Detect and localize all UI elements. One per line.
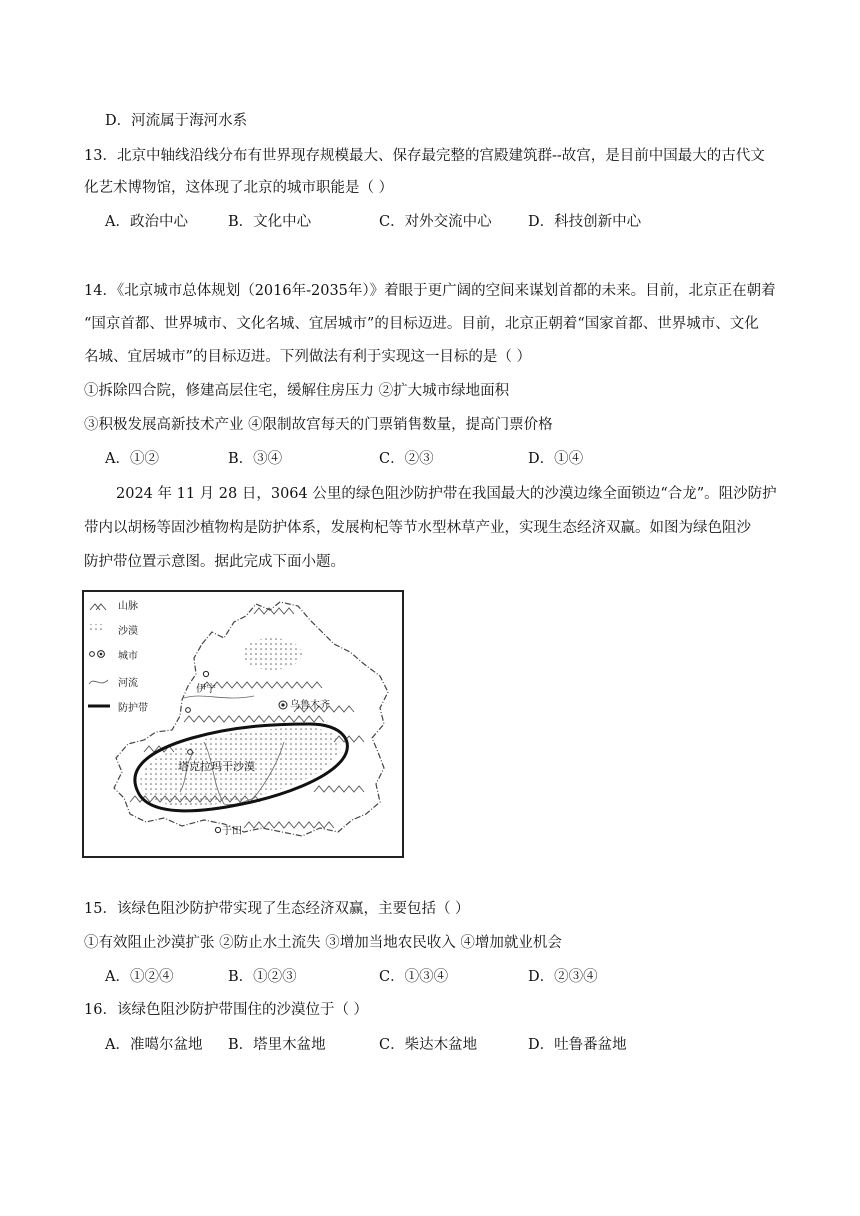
legend-belt-label: 防护带 bbox=[118, 703, 148, 714]
q16-option-b: B．塔里木盆地 bbox=[228, 1037, 326, 1053]
q14-statement-line2: ③积极发展高新技术产业 ④限制故宫每天的门票销售数量，提高门票价格 bbox=[84, 417, 553, 433]
q15-stem: 15．该绿色阻沙防护带实现了生态经济双赢，主要包括（ ） bbox=[84, 901, 470, 917]
passage-line3: 防护带位置示意图。据此完成下面小题。 bbox=[84, 554, 345, 570]
q16-stem: 16．该绿色阻沙防护带围住的沙漠位于（ ） bbox=[84, 1002, 369, 1018]
q15-option-d: D．②③④ bbox=[528, 969, 598, 985]
xinjiang-map bbox=[82, 590, 404, 858]
city-yining bbox=[203, 671, 208, 676]
q13-stem-line1: 13．北京中轴线沿线分布有世界现存规模最大、保存最完整的宫殿建筑群--故宫，是目前中国最大的古代文 bbox=[84, 148, 765, 164]
map-legend bbox=[88, 604, 110, 706]
legend-river-icon bbox=[89, 680, 108, 684]
north-desert bbox=[242, 638, 302, 670]
q13-option-d: D．科技创新中心 bbox=[528, 214, 642, 230]
q14-option-d: D．①④ bbox=[528, 451, 584, 467]
city-misc-2 bbox=[186, 708, 191, 713]
q15-option-c: C．①③④ bbox=[379, 969, 449, 985]
q14-option-b: B．③④ bbox=[228, 451, 283, 467]
legend-river-label: 河流 bbox=[118, 678, 138, 689]
q13-option-b: B．文化中心 bbox=[228, 214, 312, 230]
q16-option-a: A．准噶尔盆地 bbox=[105, 1037, 203, 1053]
q14-option-a: A．①② bbox=[105, 451, 159, 467]
label-taklamakan: 塔克拉玛干沙漠 bbox=[178, 760, 255, 773]
q14-stem-line2: “国京首都、世界城市、文化名城、宜居城市”的目标迈进。目前，北京正朝着“国家首都、世界城市、文化 bbox=[84, 316, 759, 332]
q15-option-b: B．①②③ bbox=[228, 969, 297, 985]
label-yining: 伊宁 bbox=[196, 684, 216, 695]
q15-statements: ①有效阻止沙漠扩张 ②防止水土流失 ③增加当地农民收入 ④增加就业机会 bbox=[84, 935, 562, 951]
q14-stem-line3: 名城、宜居城市”的目标迈进。下列做法有利于实现这一目标的是（ ） bbox=[84, 349, 532, 365]
legend-mountain-icon bbox=[90, 604, 106, 610]
q14-stem-line1: 14．《北京城市总体规划（2016年-2035年）》着眼于更广阔的空间来谋划首都的未来。目前，北京正在朝着 bbox=[84, 283, 776, 299]
q13-stem-line2: 化艺术博物馆，这体现了北京的城市职能是（ ） bbox=[84, 180, 394, 196]
legend-mountain-label: 山脉 bbox=[118, 601, 138, 612]
legend-city-label: 城市 bbox=[118, 651, 138, 662]
city-hotan bbox=[215, 827, 220, 832]
legend-city-icon-a bbox=[90, 652, 95, 657]
label-urumqi: 乌鲁木齐 bbox=[290, 700, 330, 711]
city-misc-1 bbox=[188, 750, 193, 755]
q14-statement-line1: ①拆除四合院，修建高层住宅，缓解住房压力 ②扩大城市绿地面积 bbox=[84, 383, 510, 399]
q13-option-c: C．对外交流中心 bbox=[379, 214, 492, 230]
q13-option-a: A．政治中心 bbox=[105, 214, 188, 230]
q14-option-c: C．②③ bbox=[379, 451, 434, 467]
city-urumqi-inner bbox=[281, 703, 284, 706]
q16-option-d: D．吐鲁番盆地 bbox=[528, 1037, 627, 1053]
q16-option-c: C．柴达木盆地 bbox=[379, 1037, 478, 1053]
q12-option-d: D．河流属于海河水系 bbox=[105, 113, 248, 129]
q15-option-a: A．①②④ bbox=[105, 969, 174, 985]
passage-line1: 2024 年 11 月 28 日，3064 公里的绿色阻沙防护带在我国最大的沙漠边缘全面锁边“合龙”。阻沙防护 bbox=[116, 486, 777, 502]
passage-line2: 带内以胡杨等固沙植物构是防护体系，发展枸杞等节水型林草产业，实现生态经济双赢。如图为绿色阻沙 bbox=[84, 520, 751, 536]
legend-desert-label: 沙漠 bbox=[118, 626, 138, 637]
legend-desert-icon bbox=[90, 624, 104, 632]
label-hotan: 于田 bbox=[222, 826, 242, 837]
